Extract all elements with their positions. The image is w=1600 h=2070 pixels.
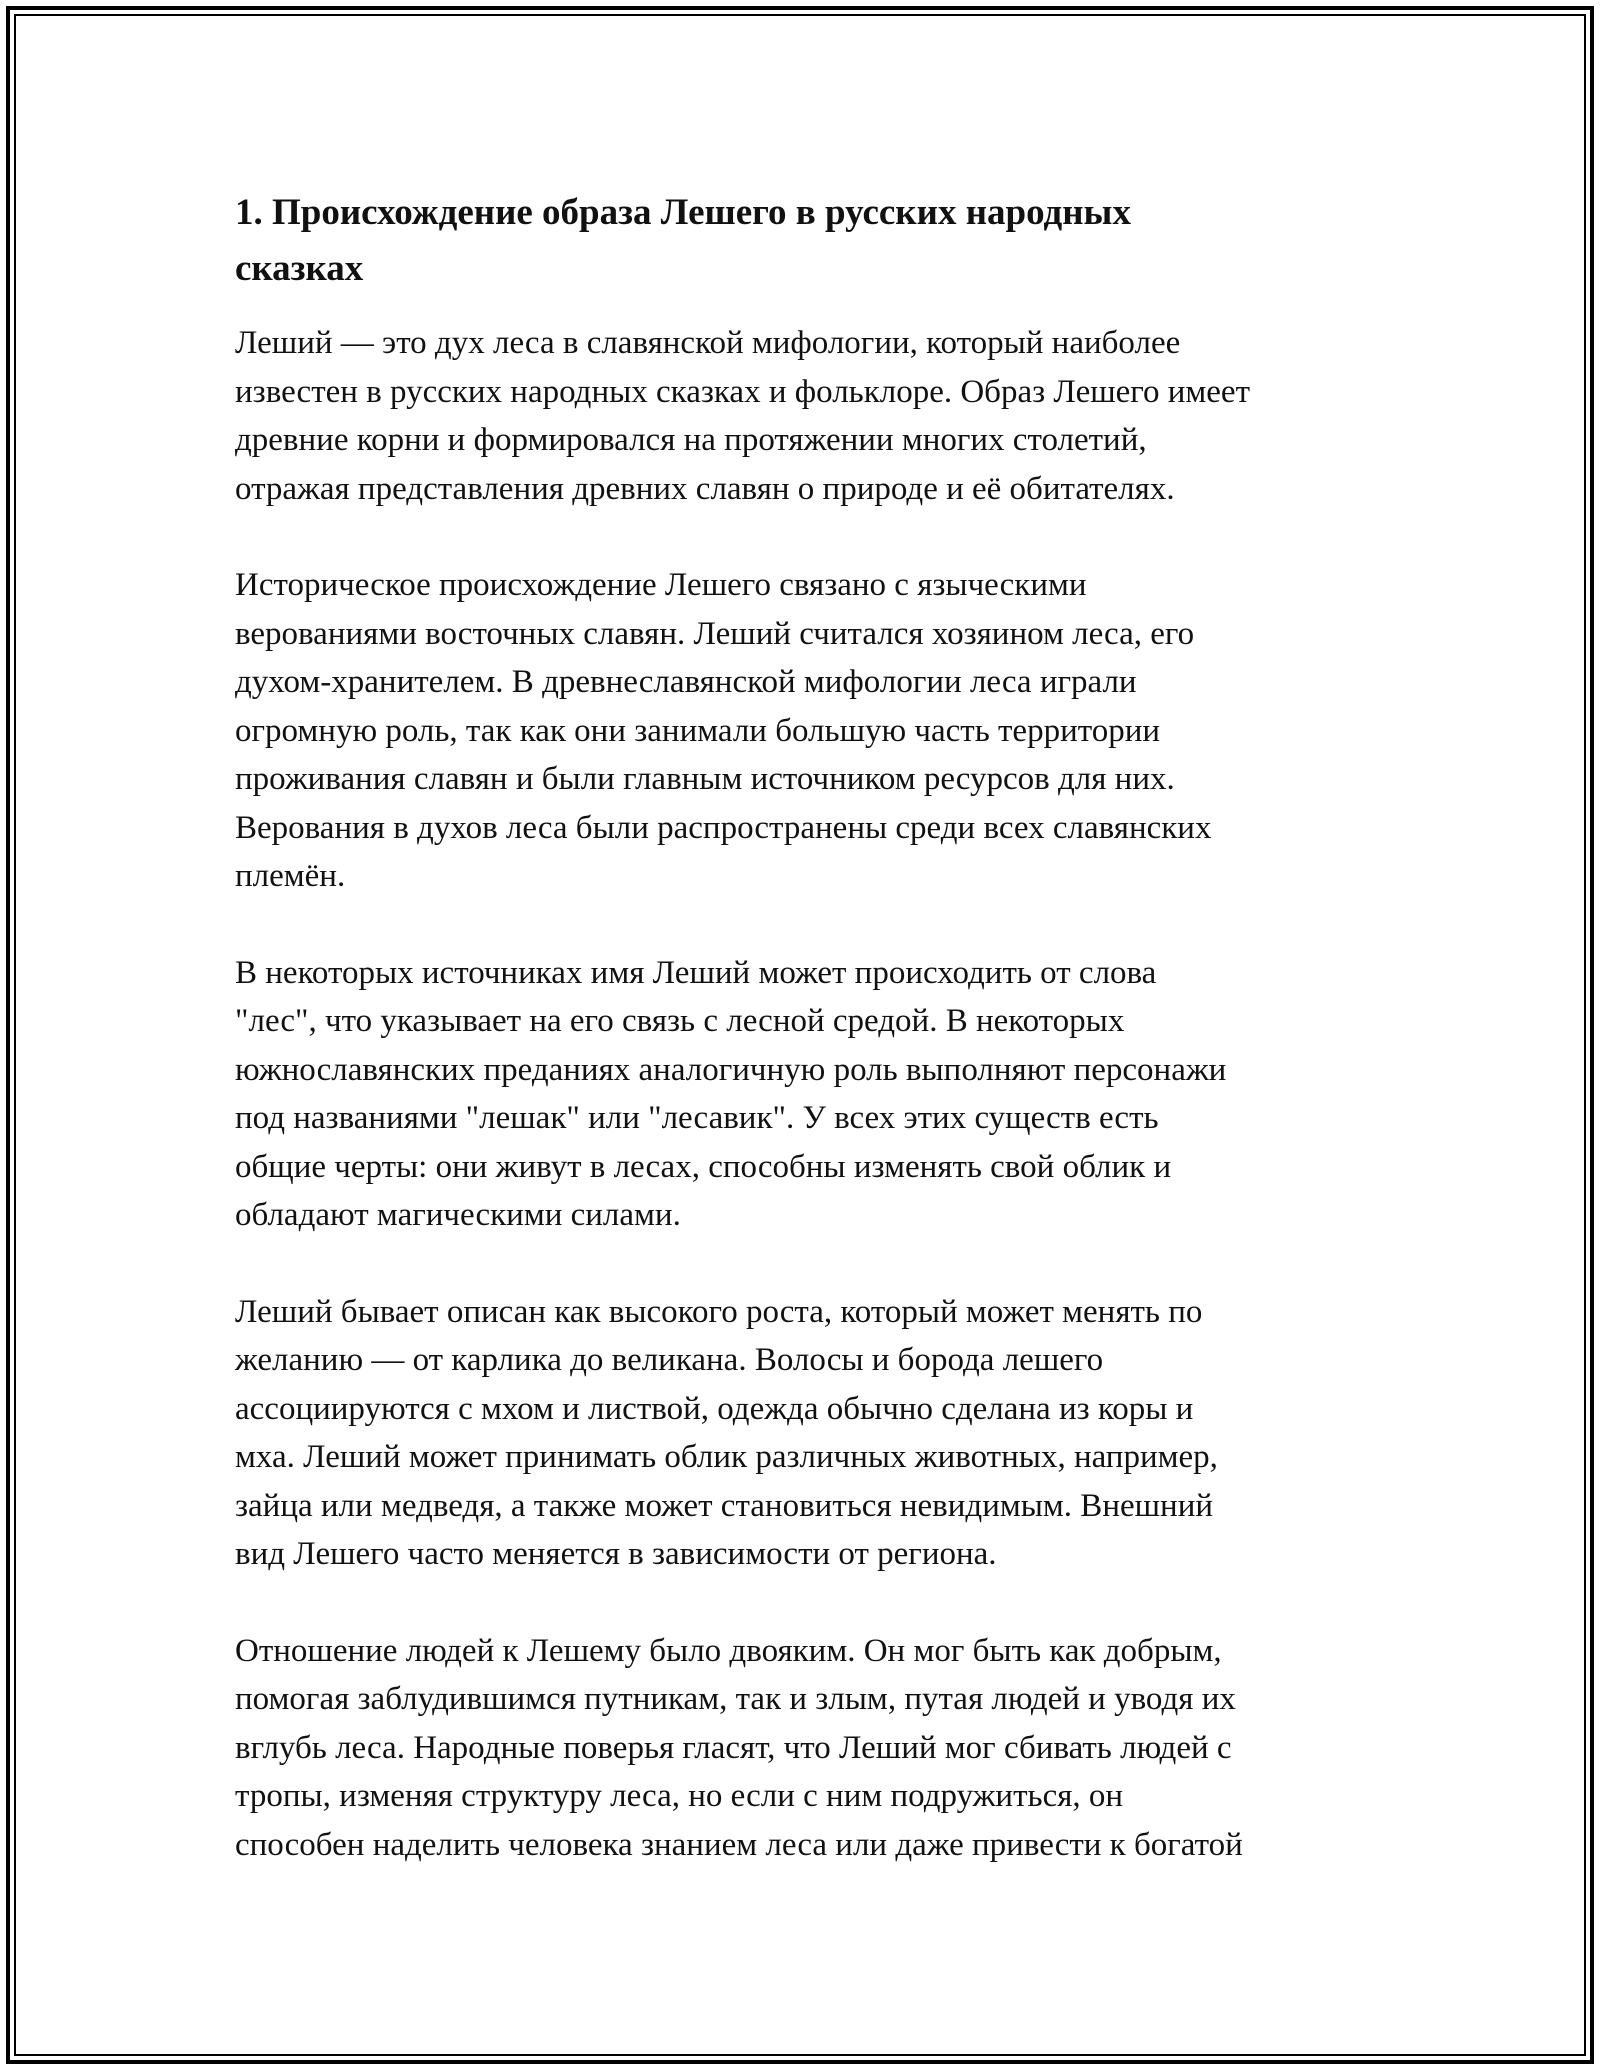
paragraph-1: Леший — это дух леса в славянской мифологии, который наиболее известен в русских народных сказках и фольклоре. Образ Лешего имеет древние корни и формировался на протяжении многих столетий, отражая представления древних славян о природе и её обитателях. (235, 325, 1250, 507)
paragraph-3: В некоторых источниках имя Леший может происходить от слова "лес", что указывает на его связь с лесной средой. В некоторых южнославянских преданиях аналогичную роль выполняют персонажи под названиями "лешак" или "лесавик". У всех этих существ есть общие черты: они живут в лесах, способны изменять свой облик и обладают магическими силами. (235, 954, 1227, 1233)
paragraph-2: Историческое происхождение Лешего связано с языческими верованиями восточных славян. Леший считался хозяином леса, его духом-хранителем. В древнеславянской мифологии леса играли огромную роль, так как они занимали большую часть территории проживания славян и были главным источником ресурсов для них. Верования в духов леса были распространены среди всех славянских племён. (235, 567, 1212, 894)
section-heading: 1. Происхождение образа Лешего в русских народных сказках (235, 192, 1131, 289)
paragraph-4: Леший бывает описан как высокого роста, который может менять по желанию — от карлика до великана. Волосы и борода лешего ассоциируются с мхом и листвой, одежда обычно сделана из коры и мха. Леший может принимать облик различных животных, например, зайца или медведя, а также может становиться невидимым. Внешний вид Лешего часто меняется в зависимости от региона. (235, 1293, 1218, 1572)
document-body (235, 185, 1375, 1917)
paragraph-5: Отношение людей к Лешему было двояким. Он мог быть как добрым, помогая заблудившимся путникам, так и злым, путая людей и уводя их вглубь леса. Народные поверья гласят, что Леший мог сбивать людей с тропы, изменяя структуру леса, но если с ним подружиться, он способен наделить человека знанием леса или даже привести к богатой (235, 1632, 1243, 1863)
